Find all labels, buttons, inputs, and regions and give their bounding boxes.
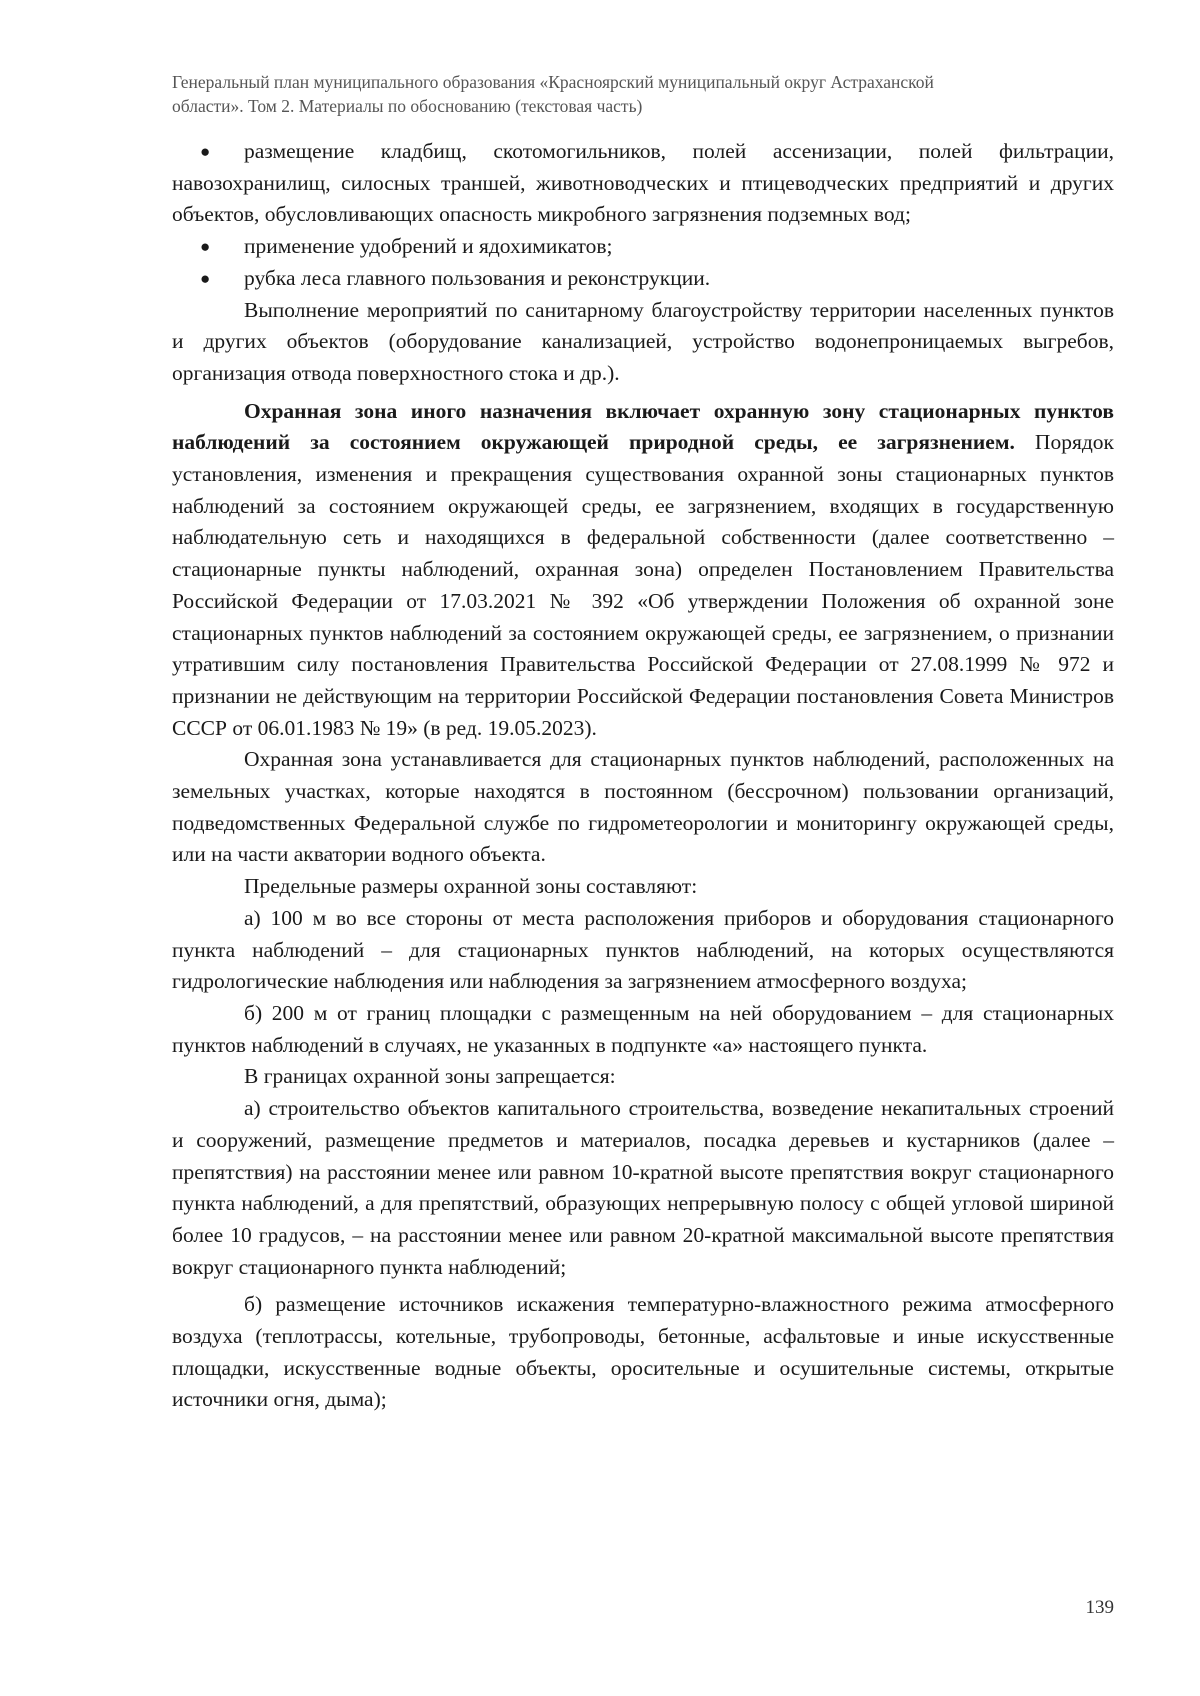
bullet-icon: ● (200, 237, 211, 257)
bullet-text: размещение кладбищ, скотомогильников, полей ассенизации, полей фильтрации, навозохранилищ, силосных траншей, животноводческих и птицеводческих предприятий и других объектов, обусловливающих опасность микробного загрязнения подземных вод; (172, 139, 1114, 227)
bullet-item (172, 231, 1114, 263)
paragraph-prohibitions-intro: В границах охранной зоны запрещается: (244, 1064, 616, 1089)
bullet-item (172, 136, 1114, 231)
page-content (172, 70, 1114, 1416)
paragraph-zone-established: Охранная зона устанавливается для стационарных пунктов наблюдений, расположенных на земельных участках, которые находятся в постоянном (бессрочном) пользовании организаций, подведомственных Федеральной службе по гидрометеорологии и мониторингу окружающей среды, или на части акватории водного объекта. (172, 747, 1114, 867)
bullet-text: рубка леса главного пользования и реконструкции. (244, 265, 711, 290)
running-header (172, 70, 1114, 118)
paragraph-prohibition-a: а) строительство объектов капитального строительства, возведение некапитальных строений и сооружений, размещение предметов и материалов, посадка деревьев и кустарников (далее – препятствия) на расстоянии менее или равном 10-кратной высоте препятствия вокруг стационарного пункта наблюдений, а для препятствий, образующих непрерывную полосу с общей угловой шириной более 10 градусов, – на расстоянии менее или равном 20-кратной максимальной высоте препятствия вокруг стационарного пункта наблюдений; (172, 1096, 1114, 1279)
bullet-text: применение удобрений и ядохимикатов; (244, 234, 613, 259)
paragraph-protection-zone (172, 396, 1114, 745)
paragraph-zone-sizes-intro: Предельные размеры охранной зоны составляют: (244, 874, 698, 899)
paragraph-prohibition-b: б) размещение источников искажения температурно-влажностного режима атмосферного воздуха (теплотрассы, котельные, трубопроводы, бетонные, асфальтовые и иные искусственные площадки, искусственные водные объекты, оросительные и осушительные системы, открытые источники огня, дыма); (172, 1292, 1114, 1412)
bullet-item (172, 263, 1114, 295)
paragraph-sanitary-measures: Выполнение мероприятий по санитарному благоустройству территории населенных пунктов и других объектов (оборудование канализацией, устройство водонепроницаемых выгребов, организация отвода поверхностного стока и др.). (172, 297, 1114, 385)
paragraph-item-b: б) 200 м от границ площадки с размещенным на ней оборудованием – для стационарных пунктов наблюдений в случаях, не указанных в подпункте «а» настоящего пункта. (172, 1000, 1114, 1057)
header-line-1: Генеральный план муниципального образования «Красноярский муниципальный округ Астраханской (172, 72, 934, 92)
paragraph-item-a: а) 100 м во все стороны от места расположения приборов и оборудования стационарного пункта наблюдений – для стационарных пунктов наблюдений, на которых осуществляются гидрологические наблюдения или наблюдения за загрязнением атмосферного воздуха; (172, 905, 1114, 994)
page-number: 139 (1085, 1597, 1114, 1618)
bullet-icon: ● (200, 268, 211, 288)
header-line-2: области». Том 2. Материалы по обоснованию (текстовая часть) (172, 96, 643, 116)
bullet-icon: ● (200, 142, 211, 161)
paragraph-bold-lead: Охранная зона иного назначения включает охранную зону стационарных пунктов наблюдений за состоянием окружающей природной среды, ее загрязнением. (172, 398, 1114, 455)
paragraph-body: Порядок установления, изменения и прекращения существования охранной зоны стационарных пунктов наблюдений за состоянием окружающей среды, ее загрязнением, входящих в государственную наблюдательную сеть и находящихся в федеральной собственности (далее соответственно – стационарные пункты наблюдений, охранная зона) определен Постановлением Правительства Российской Федерации от 17.03.2021 № 392 «Об утверждении Положения об охранной зоне стационарных пунктов наблюдений за состоянием окружающей среды, ее загрязнением, о признании утратившим силу постановления Правительства Российской Федерации от 27.08.1999 № 972 и признании не действующим на территории Российской Федерации постановления Совета Министров СССР от 06.01.1983 № 19» (в ред. 19.05.2023). (172, 430, 1114, 740)
